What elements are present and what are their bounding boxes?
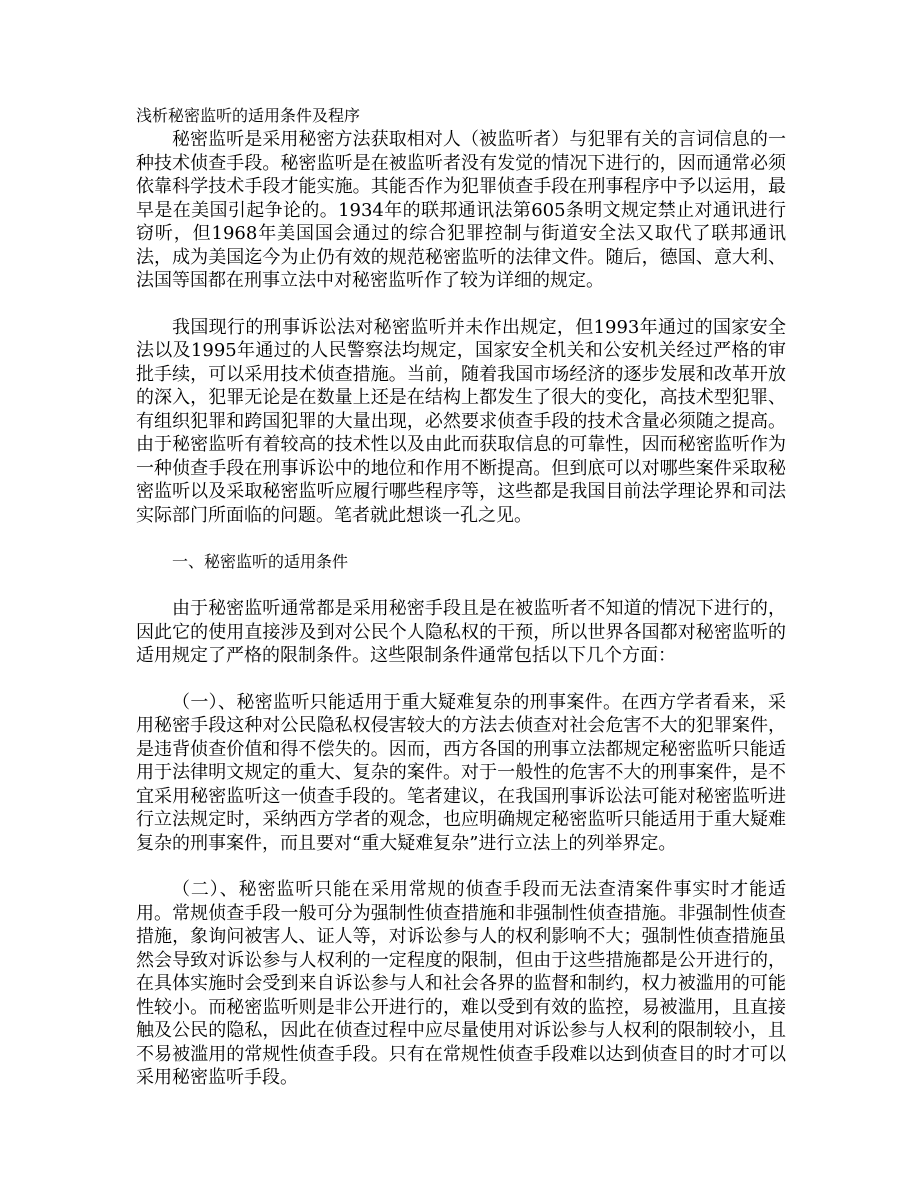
paragraph-gap (136, 527, 786, 550)
document-page (136, 104, 786, 1090)
paragraph-background: 我国现行的刑事诉讼法对秘密监听并未作出规定，但1993年通过的国家安全法以及1995年通过的人民警察法均规定，国家安全机关和公安机关经过严格的审批手续，可以采用技术侦查措施。当前，随着我国市场经济的逐步发展和改革开放的深入，犯罪无论是在数量上还是在结构上都发生了很大的变化，高技术型犯罪、有组织犯罪和跨国犯罪的大量出现，必然要求侦查手段的技术含量必须随之提高。由于秘密监听有着较高的技术性以及由此而获取信息的可靠性，因而秘密监听作为一种侦查手段在刑事诉讼中的地位和作用不断提高。但到底可以对哪些案件采取秘密监听以及采取秘密监听应履行哪些程序等，这些都是我国目前法学理论界和司法实际部门所面临的问题。笔者就此想谈一孔之见。 (136, 316, 786, 526)
paragraph-gap (136, 574, 786, 597)
paragraph-intro: 秘密监听是采用秘密方法获取相对人（被监听者）与犯罪有关的言词信息的一种技术侦查手段。秘密监听是在被监听者没有发觉的情况下进行的，因而通常必须依靠科学技术手段才能实施。其能否作为犯罪侦查手段在刑事程序中予以运用，最早是在美国引起争论的。1934年的联邦通讯法第605条明文规定禁止对通讯进行窃听，但1968年美国国会通过的综合犯罪控制与街道安全法又取代了联邦通讯法，成为美国迄今为止仍有效的规范秘密监听的法律文件。随后，德国、意大利、法国等国都在刑事立法中对秘密监听作了较为详细的规定。 (136, 129, 786, 291)
paragraph-condition-two: （二）、秘密监听只能在采用常规的侦查手段而无法查清案件事实时才能适用。常规侦查手段一般可分为强制性侦查措施和非强制性侦查措施。非强制性侦查措施，象询问被害人、证人等，对诉讼参与人的权利影响不大；强制性侦查措施虽然会导致对诉讼参与人权利的一定程度的限制，但由于这些措施都是公开进行的，在具体实施时会受到来自诉讼参与人和社会各界的监督和制约，权力被滥用的可能性较小。而秘密监听则是非公开进行的，难以受到有效的监控，易被滥用，且直接触及公民的隐私，因此在侦查过程中应尽量使用对诉讼参与人权利的限制较小，且不易被滥用的常规性侦查手段。只有在常规性侦查手段难以达到侦查目的时才可以采用秘密监听手段。 (136, 879, 786, 1088)
document-title: 浅析秘密监听的适用条件及程序 (136, 106, 361, 125)
paragraph-conditions-intro: 由于秘密监听通常都是采用秘密手段且是在被监听者不知道的情况下进行的，因此它的使用直接涉及到对公民个人隐私权的干预，所以世界各国都对秘密监听的适用规定了严格的限制条件。这些限制条件通常包括以下几个方面： (136, 598, 786, 666)
paragraph-gap (136, 293, 786, 316)
paragraph-gap (136, 668, 786, 691)
paragraph-gap (136, 855, 786, 878)
section-heading-conditions: 一、秘密监听的适用条件 (172, 552, 349, 571)
paragraph-condition-one: （一）、秘密监听只能适用于重大疑难复杂的刑事案件。在西方学者看来，采用秘密手段这种对公民隐私权侵害较大的方法去侦查对社会危害不大的犯罪案件，是违背侦查价值和得不偿失的。因而，西方各国的刑事立法都规定秘密监听只能适用于法律明文规定的重大、复杂的案件。对于一般性的危害不大的刑事案件，是不宜采用秘密监听这一侦查手段的。笔者建议，在我国刑事诉讼法可能对秘密监听进行立法规定时，采纳西方学者的观念，也应明确规定秘密监听只能适用于重大疑难复杂的刑事案件，而且要对“重大疑难复杂”进行立法上的列举界定。 (136, 691, 786, 854)
